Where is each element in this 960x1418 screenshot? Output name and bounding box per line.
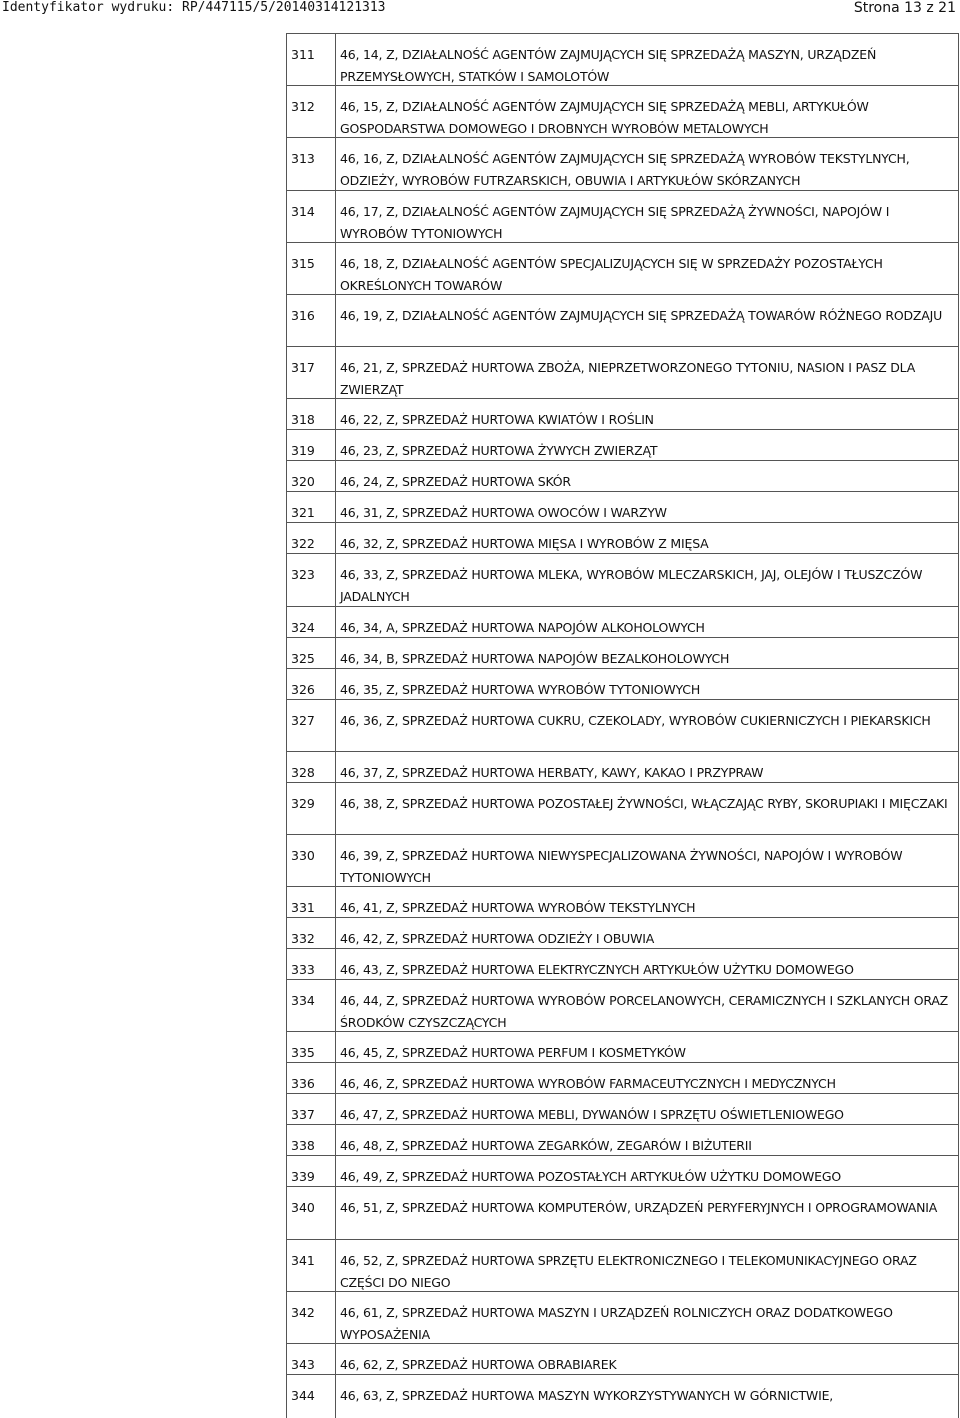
row-number: 344	[291, 1388, 315, 1403]
row-activity-text: 46, 39, Z, SPRZEDAŻ HURTOWA NIEWYSPECJALIZOWANA ŻYWNOŚCI, NAPOJÓW I WYROBÓW TYTONIOWYCH	[340, 848, 903, 885]
table-row	[287, 1062, 958, 1094]
row-number: 322	[291, 536, 315, 552]
row-activity-text: 46, 49, Z, SPRZEDAŻ HURTOWA POZOSTAŁYCH ARTYKUŁÓW UŻYTKU DOMOWEGO	[340, 1169, 841, 1185]
row-number: 327	[291, 712, 315, 728]
row-number: 338	[291, 1138, 315, 1154]
table-row	[287, 398, 958, 430]
row-activity-text: 46, 45, Z, SPRZEDAŻ HURTOWA PERFUM I KOSMETYKÓW	[340, 1045, 686, 1061]
row-number: 317	[291, 360, 315, 376]
table-row	[287, 1093, 958, 1125]
table-row	[287, 1343, 958, 1375]
row-number: 324	[291, 619, 315, 635]
row-activity-text: 46, 15, Z, DZIAŁALNOŚĆ AGENTÓW ZAJMUJĄCYCH SIĘ SPRZEDAŻĄ MEBLI, ARTYKUŁÓW GOSPODARSTWA DOMOWEGO I DROBNYCH WYROBÓW METALOWYCH	[340, 99, 869, 137]
table-row	[287, 917, 958, 949]
row-activity-text: 46, 52, Z, SPRZEDAŻ HURTOWA SPRZĘTU ELEKTRONICZNEGO I TELEKOMUNIKACYJNEGO ORAZ CZĘŚCI DO NIEGO	[340, 1252, 917, 1290]
row-number: 311	[291, 47, 315, 62]
table-row	[287, 1031, 958, 1063]
row-number: 318	[291, 412, 315, 428]
table-row	[287, 429, 958, 461]
table-row	[287, 886, 958, 918]
table-row	[287, 1374, 958, 1406]
table-row	[287, 948, 958, 980]
table-row	[287, 553, 958, 606]
table-row	[287, 668, 958, 700]
table-row	[287, 699, 958, 752]
pkd-codes-table	[286, 33, 959, 1418]
row-number: 325	[291, 650, 315, 666]
print-identifier: Identyfikator wydruku: RP/447115/5/20140314121313	[2, 0, 386, 15]
row-number: 323	[291, 567, 315, 583]
table-row	[287, 1186, 958, 1239]
row-activity-text: 46, 61, Z, SPRZEDAŻ HURTOWA MASZYN I URZĄDZEŃ ROLNICZYCH ORAZ DODATKOWEGO WYPOSAŻENIA	[340, 1304, 893, 1342]
table-row	[287, 190, 958, 243]
table-row	[287, 637, 958, 669]
row-number: 343	[291, 1357, 315, 1372]
table-row	[287, 242, 958, 295]
row-number: 326	[291, 681, 315, 697]
table-row	[287, 33, 958, 86]
row-number: 336	[291, 1076, 315, 1092]
row-number: 329	[291, 795, 315, 811]
row-activity-text: 46, 23, Z, SPRZEDAŻ HURTOWA ŻYWYCH ZWIERZĄT	[340, 443, 658, 459]
row-number: 331	[291, 900, 315, 916]
row-activity-text: 46, 41, Z, SPRZEDAŻ HURTOWA WYROBÓW TEKSTYLNYCH	[340, 900, 696, 916]
row-activity-text: 46, 14, Z, DZIAŁALNOŚĆ AGENTÓW ZAJMUJĄCYCH SIĘ SPRZEDAŻĄ MASZYN, URZĄDZEŃ PRZEMYSŁOWYCH, STATKÓW I SAMOLOTÓW	[340, 47, 877, 84]
row-activity-text: 46, 32, Z, SPRZEDAŻ HURTOWA MIĘSA I WYROBÓW Z MIĘSA	[340, 536, 709, 552]
table-row	[287, 294, 958, 347]
row-activity-text: 46, 31, Z, SPRZEDAŻ HURTOWA OWOCÓW I WARZYW	[340, 505, 667, 521]
row-activity-text: 46, 34, B, SPRZEDAŻ HURTOWA NAPOJÓW BEZALKOHOLOWYCH	[340, 650, 730, 666]
table-row	[287, 491, 958, 523]
row-activity-text: 46, 16, Z, DZIAŁALNOŚĆ AGENTÓW ZAJMUJĄCYCH SIĘ SPRZEDAŻĄ WYROBÓW TEKSTYLNYCH, ODZIEŻY, WYROBÓW FUTRZARSKICH, OBUWIA I ARTYKUŁÓW SKÓRZANYCH	[340, 151, 910, 189]
table-row	[287, 1291, 958, 1344]
row-activity-text: 46, 21, Z, SPRZEDAŻ HURTOWA ZBOŻA, NIEPRZETWORZONEGO TYTONIU, NASION I PASZ DLA ZWIERZĄT	[340, 360, 916, 398]
row-number: 339	[291, 1169, 315, 1185]
table-row	[287, 606, 958, 638]
table-row	[287, 85, 958, 138]
table-row	[287, 137, 958, 190]
row-number: 334	[291, 993, 315, 1009]
row-activity-text: 46, 24, Z, SPRZEDAŻ HURTOWA SKÓR	[340, 474, 571, 490]
row-number: 316	[291, 308, 315, 323]
row-activity-text: 46, 46, Z, SPRZEDAŻ HURTOWA WYROBÓW FARMACEUTYCZNYCH I MEDYCZNYCH	[340, 1076, 836, 1092]
table-row	[287, 1155, 958, 1187]
row-activity-text: 46, 33, Z, SPRZEDAŻ HURTOWA MLEKA, WYROBÓW MLECZARSKICH, JAJ, OLEJÓW I TŁUSZCZÓW JADALNYCH	[340, 567, 923, 605]
table-row	[287, 522, 958, 554]
row-activity-text: 46, 48, Z, SPRZEDAŻ HURTOWA ZEGARKÓW, ZEGARÓW I BIŻUTERII	[340, 1138, 752, 1154]
row-activity-text: 46, 51, Z, SPRZEDAŻ HURTOWA KOMPUTERÓW, URZĄDZEŃ PERYFERYJNYCH I OPROGRAMOWANIA	[340, 1200, 938, 1216]
row-number: 332	[291, 931, 315, 947]
table-row	[287, 782, 958, 835]
table-row	[287, 979, 958, 1032]
row-number: 321	[291, 505, 315, 521]
row-activity-text: 46, 22, Z, SPRZEDAŻ HURTOWA KWIATÓW I ROŚLIN	[340, 412, 654, 428]
row-activity-text: 46, 18, Z, DZIAŁALNOŚĆ AGENTÓW SPECJALIZUJĄCYCH SIĘ W SPRZEDAŻY POZOSTAŁYCH OKREŚLONYCH TOWARÓW	[340, 255, 883, 293]
row-number: 320	[291, 474, 315, 490]
row-activity-text: 46, 34, A, SPRZEDAŻ HURTOWA NAPOJÓW ALKOHOLOWYCH	[340, 619, 705, 635]
row-activity-text: 46, 44, Z, SPRZEDAŻ HURTOWA WYROBÓW PORCELANOWYCH, CERAMICZNYCH I SZKLANYCH ORAZ ŚRODKÓW CZYSZCZĄCYCH	[340, 993, 949, 1031]
row-number: 328	[291, 764, 315, 780]
row-number: 314	[291, 203, 315, 219]
table-row	[287, 346, 958, 399]
row-number: 330	[291, 848, 315, 863]
row-number: 340	[291, 1200, 315, 1216]
table-row	[287, 460, 958, 492]
row-activity-text: 46, 35, Z, SPRZEDAŻ HURTOWA WYROBÓW TYTONIOWYCH	[340, 681, 701, 697]
row-number: 315	[291, 255, 315, 271]
row-activity-text: 46, 62, Z, SPRZEDAŻ HURTOWA OBRABIAREK	[340, 1357, 617, 1372]
row-activity-text: 46, 38, Z, SPRZEDAŻ HURTOWA POZOSTAŁEJ ŻYWNOŚCI, WŁĄCZAJĄC RYBY, SKORUPIAKI I MIĘCZAKI	[340, 795, 948, 811]
row-activity-text: 46, 37, Z, SPRZEDAŻ HURTOWA HERBATY, KAWY, KAKAO I PRZYPRAW	[340, 764, 764, 780]
table-row	[287, 751, 958, 783]
row-activity-text: 46, 17, Z, DZIAŁALNOŚĆ AGENTÓW ZAJMUJĄCYCH SIĘ SPRZEDAŻĄ ŻYWNOŚCI, NAPOJÓW I WYROBÓW TYTONIOWYCH	[340, 203, 890, 241]
row-activity-text: 46, 43, Z, SPRZEDAŻ HURTOWA ELEKTRYCZNYCH ARTYKUŁÓW UŻYTKU DOMOWEGO	[340, 962, 854, 978]
row-activity-text: 46, 19, Z, DZIAŁALNOŚĆ AGENTÓW ZAJMUJĄCYCH SIĘ SPRZEDAŻĄ TOWARÓW RÓŻNEGO RODZAJU	[340, 308, 943, 323]
table-row	[287, 834, 958, 887]
row-number: 313	[291, 151, 315, 167]
row-activity-text: 46, 47, Z, SPRZEDAŻ HURTOWA MEBLI, DYWANÓW I SPRZĘTU OŚWIETLENIOWEGO	[340, 1107, 844, 1123]
table-row	[287, 1239, 958, 1292]
row-number: 341	[291, 1252, 315, 1268]
row-number: 335	[291, 1045, 315, 1061]
row-activity-text: 46, 36, Z, SPRZEDAŻ HURTOWA CUKRU, CZEKOLADY, WYROBÓW CUKIERNICZYCH I PIEKARSKICH	[340, 712, 931, 728]
row-number: 333	[291, 962, 315, 978]
row-activity-text: 46, 42, Z, SPRZEDAŻ HURTOWA ODZIEŻY I OBUWIA	[340, 931, 655, 947]
row-activity-text: 46, 63, Z, SPRZEDAŻ HURTOWA MASZYN WYKORZYSTYWANYCH W GÓRNICTWIE,	[340, 1388, 834, 1403]
row-number: 312	[291, 99, 315, 115]
row-number: 319	[291, 443, 315, 459]
row-number: 342	[291, 1304, 315, 1320]
row-number: 337	[291, 1107, 315, 1123]
print-header	[0, 0, 960, 22]
page-number: Strona 13 z 21	[853, 0, 956, 16]
table-row	[287, 1124, 958, 1156]
